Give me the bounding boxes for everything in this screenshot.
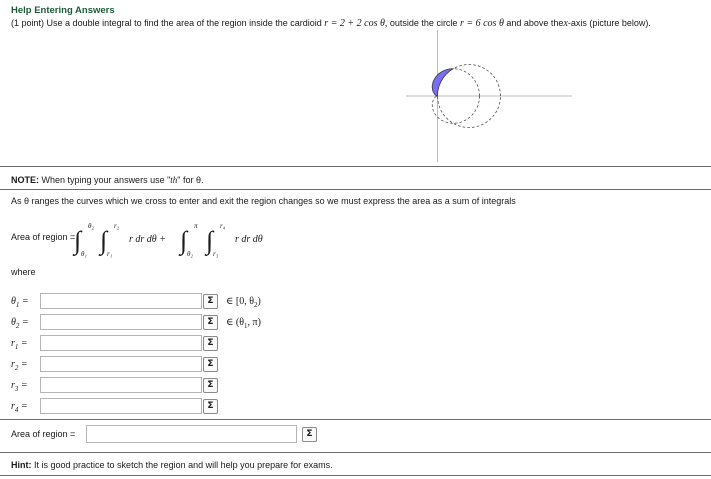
circle-equation: r = 6 cos θ	[459, 18, 504, 29]
int2-inner-lower: r₃	[213, 250, 219, 258]
r2-equation-editor-button[interactable]: Σ	[203, 357, 218, 372]
note-label: NOTE:	[11, 175, 39, 185]
problem-points: (1 point)	[11, 18, 45, 28]
theta1-equation-editor-button[interactable]: Σ	[203, 294, 218, 309]
cardioid-equation: r = 2 + 2 cos θ,	[324, 18, 388, 29]
int2-inner-upper: r₄	[220, 222, 226, 230]
int1-inner-upper: r₂	[114, 222, 120, 230]
help-entering-answers-link[interactable]: Help Entering Answers	[11, 5, 115, 16]
axis-name: x	[563, 18, 568, 29]
theta1-input[interactable]	[40, 293, 202, 309]
integrand-2: r dr dθ	[235, 234, 263, 245]
note	[11, 175, 204, 185]
int1-outer-lower: θ₁	[81, 250, 87, 258]
integral-sign: ∫	[100, 226, 108, 255]
final-area-label: Area of region =	[11, 429, 76, 439]
integral-sign: ∫	[206, 226, 214, 255]
explanation-text: As θ ranges the curves which we cross to enter and exit the region changes so we must express the area as a sum of integrals	[11, 196, 516, 206]
r1-input[interactable]	[40, 335, 202, 351]
r4-label: $r_4$ =	[11, 401, 28, 414]
r1-equation-editor-button[interactable]: Σ	[203, 336, 218, 351]
theta1-range: ∈ [0, $\theta_2$)	[226, 296, 261, 309]
shaded-region	[432, 69, 453, 96]
hint	[11, 460, 333, 470]
divider	[0, 475, 711, 476]
hint-label: Hint:	[11, 460, 32, 470]
r3-label: $r_3$ =	[11, 380, 28, 393]
where-label: where	[11, 267, 36, 277]
r2-label: $r_2$ =	[11, 359, 28, 372]
r4-equation-editor-button[interactable]: Σ	[203, 399, 218, 414]
integrand-1: r dr dθ +	[129, 234, 166, 245]
divider	[0, 166, 711, 167]
r3-input[interactable]	[40, 377, 202, 393]
int1-outer-upper: θ₂	[88, 222, 94, 230]
problem-statement	[11, 18, 706, 29]
note-text: When typing your answers use "	[41, 175, 171, 185]
int2-outer-lower: θ₂	[187, 250, 193, 258]
note-code: th	[170, 175, 178, 185]
final-area-equation-editor-button[interactable]: Σ	[302, 427, 317, 442]
theta2-equation-editor-button[interactable]: Σ	[203, 315, 218, 330]
area-expression-label: Area of region =	[11, 232, 76, 242]
final-area-input[interactable]	[86, 425, 297, 443]
integral-expression	[72, 218, 292, 258]
r1-label: $r_1$ =	[11, 338, 28, 351]
int1-inner-lower: r₁	[107, 250, 113, 258]
region-figure	[404, 30, 572, 162]
r2-input[interactable]	[40, 356, 202, 372]
theta2-input[interactable]	[40, 314, 202, 330]
problem-text-3: and above the	[506, 18, 564, 28]
problem-text-4: -axis (picture below).	[567, 18, 651, 28]
integral-sign: ∫	[180, 226, 188, 255]
note-text-end: " for θ.	[177, 175, 204, 185]
integral-sign: ∫	[74, 226, 82, 255]
divider	[0, 419, 711, 420]
problem-text-2: outside the circle	[389, 18, 458, 28]
theta1-label: $\theta_1$ =	[11, 296, 29, 309]
divider	[0, 452, 711, 453]
r4-input[interactable]	[40, 398, 202, 414]
divider	[0, 189, 711, 190]
int2-outer-upper: π	[194, 222, 198, 230]
theta2-range: ∈ ($\theta_1$, π)	[226, 317, 261, 330]
r3-equation-editor-button[interactable]: Σ	[203, 378, 218, 393]
problem-text-1: Use a double integral to find the area of the region inside the cardioid	[46, 18, 322, 28]
theta2-label: $\theta_2$ =	[11, 317, 29, 330]
hint-text: It is good practice to sketch the region and will help you prepare for exams.	[34, 460, 333, 470]
